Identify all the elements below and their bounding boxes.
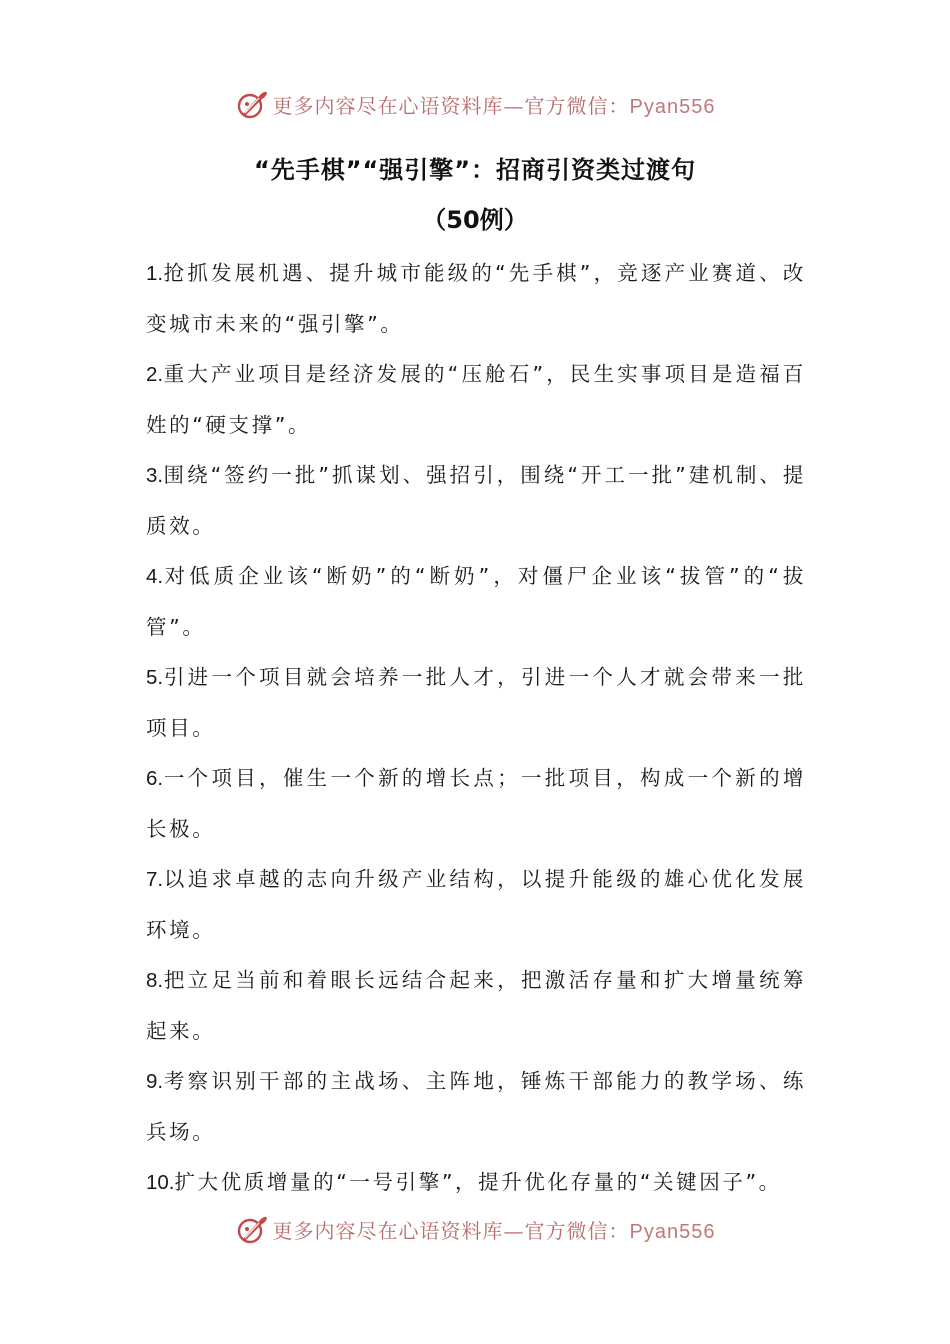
list-item — [146, 1056, 806, 1157]
list-item — [146, 450, 806, 551]
watermark-text: 更多内容尽在心语资料库—官方微信：Pyan556 — [272, 1218, 716, 1243]
item-text: 引进一个项目就会培养一批人才，引进一个人才就会带来一批项目。 — [146, 665, 806, 740]
item-number: 2. — [146, 363, 164, 386]
item-text: 考察识别干部的主战场、主阵地，锤炼干部能力的教学场、练兵场。 — [146, 1069, 806, 1144]
quill-pen-logo-icon — [235, 1212, 269, 1246]
list-item — [146, 1157, 806, 1208]
document-title: “先手棋”“强引擎”：招商引资类过渡句 — [253, 156, 697, 184]
item-number: 8. — [146, 969, 164, 992]
wechat-id: Pyan556 — [629, 1220, 716, 1243]
item-text: 对低质企业该“断奶”的“断奶”，对僵尸企业该“拔管”的“拔管”。 — [146, 564, 806, 639]
item-number: 1. — [146, 262, 164, 285]
quill-pen-logo-icon — [235, 87, 269, 121]
item-number: 9. — [146, 1070, 164, 1093]
list-item — [146, 248, 806, 349]
document-subtitle: （50例） — [422, 206, 528, 234]
item-text: 重大产业项目是经济发展的“压舱石”，民生实事项目是造福百姓的“硬支撑”。 — [146, 362, 806, 437]
list-item — [146, 349, 806, 450]
item-number: 6. — [146, 767, 164, 790]
item-text: 围绕“签约一批”抓谋划、强招引，围绕“开工一批”建机制、提质效。 — [146, 463, 806, 538]
item-text: 一个项目，催生一个新的增长点；一批项目，构成一个新的增长极。 — [146, 766, 806, 841]
sentence-list — [146, 248, 806, 1208]
item-number: 3. — [146, 464, 164, 487]
item-number: 10. — [146, 1171, 175, 1194]
item-text: 抢抓发展机遇、提升城市能级的“先手棋”，竞逐产业赛道、改变城市未来的“强引擎”。 — [146, 261, 806, 336]
list-item — [146, 652, 806, 753]
item-number: 5. — [146, 666, 164, 689]
watermark-banner-bottom — [0, 1209, 950, 1249]
item-text: 以追求卓越的志向升级产业结构，以提升能级的雄心优化发展环境。 — [146, 867, 806, 942]
list-item — [146, 854, 806, 955]
list-item — [146, 753, 806, 854]
item-text: 扩大优质增量的“一号引擎”，提升优化存量的“关键因子”。 — [174, 1170, 782, 1194]
list-item — [146, 551, 806, 652]
item-text: 把立足当前和着眼长远结合起来，把激活存量和扩大增量统筹起来。 — [146, 968, 806, 1043]
item-number: 7. — [146, 868, 164, 891]
list-item — [146, 955, 806, 1056]
watermark-banner-top — [0, 84, 950, 124]
item-number: 4. — [146, 565, 164, 588]
watermark-text: 更多内容尽在心语资料库—官方微信：Pyan556 — [272, 93, 716, 118]
wechat-id: Pyan556 — [629, 95, 716, 118]
